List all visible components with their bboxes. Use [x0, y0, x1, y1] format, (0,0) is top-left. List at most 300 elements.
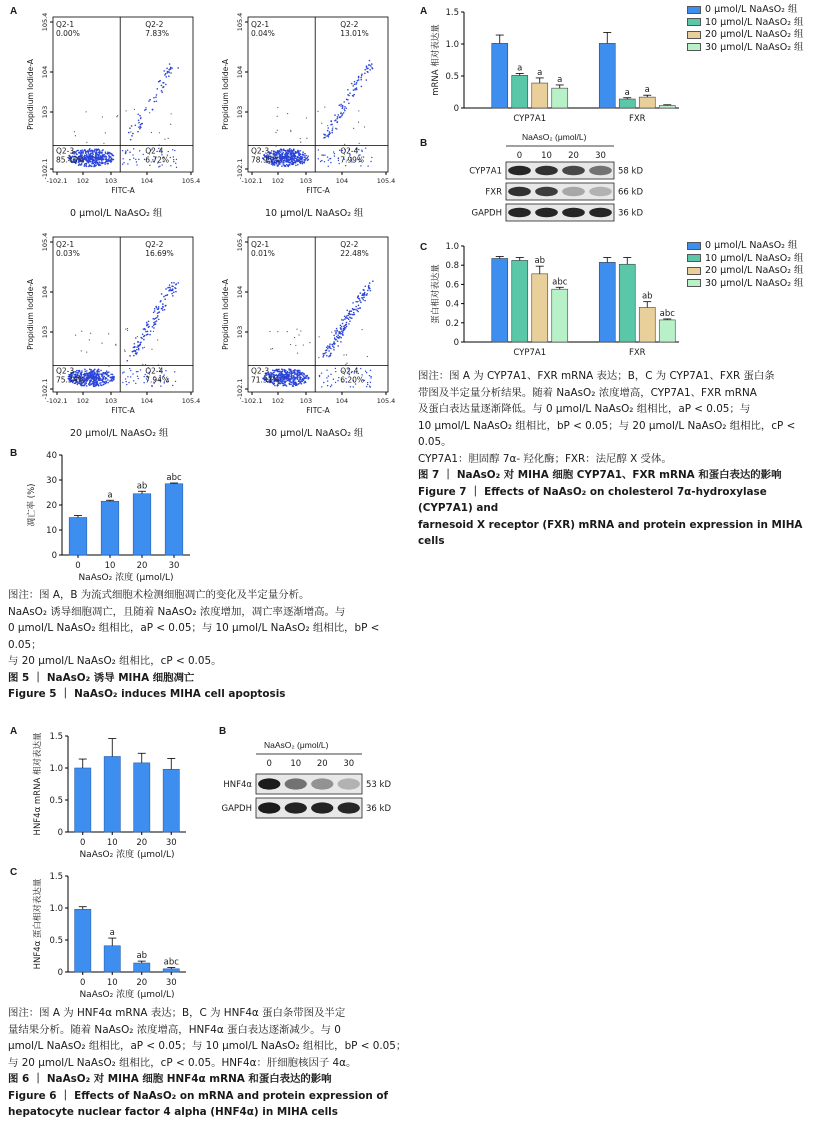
- event-dot: [81, 385, 83, 387]
- event-dot: [337, 380, 338, 381]
- event-dot: [338, 104, 340, 106]
- x-category-label: FXR: [628, 114, 646, 124]
- event-dot: [367, 67, 369, 69]
- event-dot: [91, 150, 93, 152]
- significance-label: a: [109, 928, 115, 939]
- bar: [532, 274, 548, 342]
- y-tick-label: 1.0: [49, 904, 63, 914]
- event-dot: [89, 148, 91, 150]
- event-dot: [287, 165, 289, 167]
- y-tick-label: 0.5: [49, 796, 63, 806]
- event-dot: [169, 63, 171, 65]
- event-dot: [171, 282, 173, 284]
- event-dot: [172, 385, 173, 386]
- event-dot: [295, 345, 296, 346]
- event-dot: [294, 379, 296, 381]
- fig6a-bar-chart: [20, 722, 205, 862]
- event-dot: [304, 153, 306, 155]
- significance-label: a: [644, 85, 650, 96]
- fig5-caption-line3: 0 μmol/L NaAsO₂ 组相比，aP < 0.05；与 10 μmol/L NaAsO₂ 组相比，bP < 0.05；: [8, 622, 380, 651]
- event-dot: [171, 113, 172, 114]
- bar: [639, 97, 655, 108]
- event-dot: [135, 383, 136, 384]
- event-dot: [168, 138, 169, 139]
- event-dot: [133, 148, 134, 149]
- event-dot: [99, 164, 101, 166]
- event-dot: [154, 308, 156, 310]
- quadrant-label: 85.45%: [56, 155, 85, 165]
- event-dot: [289, 151, 291, 153]
- event-dot: [272, 348, 273, 349]
- event-dot: [176, 167, 177, 168]
- event-dot: [101, 375, 103, 377]
- significance-label: a: [624, 87, 630, 98]
- event-dot: [143, 339, 145, 341]
- event-dot: [371, 67, 373, 69]
- event-dot: [282, 378, 284, 380]
- event-dot: [304, 156, 306, 158]
- event-dot: [340, 104, 342, 106]
- event-dot: [287, 154, 289, 156]
- event-dot: [370, 290, 372, 292]
- x-category-label: CYP7A1: [513, 348, 547, 358]
- event-dot: [335, 368, 336, 369]
- event-dot: [331, 344, 333, 346]
- event-dot: [355, 309, 357, 311]
- event-dot: [318, 158, 319, 159]
- event-dot: [327, 348, 329, 350]
- event-dot: [362, 299, 364, 301]
- event-dot: [358, 76, 360, 78]
- fig7-caption-line3: 及蛋白表达量逐渐降低。与 0 μmol/L NaAsO₂ 组相比，aP < 0.05；与: [418, 403, 751, 415]
- event-dot: [96, 373, 98, 375]
- flow-plot: [15, 12, 215, 197]
- legend-label: 10 μmol/L NaAsO₂ 组: [705, 252, 804, 264]
- event-dot: [324, 137, 326, 139]
- event-dot: [291, 161, 293, 163]
- event-dot: [303, 344, 304, 345]
- y-axis-label: Propidium Iodide-A: [221, 59, 230, 130]
- event-dot: [358, 305, 360, 307]
- event-dot: [299, 377, 301, 379]
- event-dot: [364, 126, 365, 127]
- event-dot: [107, 163, 109, 165]
- event-dot: [333, 379, 334, 380]
- significance-label: a: [517, 63, 523, 74]
- event-dot: [353, 128, 354, 129]
- event-dot: [175, 291, 177, 293]
- event-dot: [306, 375, 308, 377]
- event-dot: [366, 372, 367, 373]
- event-dot: [349, 316, 351, 318]
- event-dot: [308, 159, 310, 161]
- y-tick-label: 30: [46, 476, 57, 486]
- event-dot: [272, 370, 274, 372]
- event-dot: [285, 150, 287, 152]
- quadrant-label: 78.95%: [251, 155, 280, 165]
- event-dot: [88, 162, 90, 164]
- flow-plot-svg: [15, 12, 215, 197]
- event-dot: [331, 132, 333, 134]
- fig7-caption: [418, 368, 818, 550]
- event-dot: [361, 151, 362, 152]
- event-dot: [328, 350, 330, 352]
- event-dot: [127, 150, 128, 151]
- event-dot: [102, 381, 104, 383]
- event-dot: [176, 283, 178, 285]
- event-dot: [362, 329, 363, 330]
- x-tick-label: 104: [140, 177, 154, 185]
- event-dot: [352, 308, 354, 310]
- bar: [134, 763, 150, 832]
- event-dot: [298, 334, 299, 335]
- x-tick-label: 103: [104, 397, 118, 405]
- event-dot: [309, 342, 310, 343]
- event-dot: [138, 126, 140, 128]
- event-dot: [321, 372, 322, 373]
- event-dot: [123, 371, 124, 372]
- event-dot: [173, 282, 175, 284]
- event-dot: [279, 371, 281, 373]
- y-tick-label: 1.0: [445, 40, 459, 50]
- event-dot: [341, 319, 343, 321]
- x-tick-label: 105.4: [376, 177, 396, 185]
- bar: [532, 83, 548, 108]
- event-dot: [81, 350, 82, 351]
- legend-swatch: [687, 43, 701, 51]
- x-tick-label: 105.4: [376, 397, 396, 405]
- event-dot: [175, 163, 176, 164]
- blot-row-label: FXR: [485, 187, 502, 198]
- event-dot: [87, 151, 89, 153]
- event-dot: [97, 157, 99, 159]
- event-dot: [301, 156, 303, 158]
- event-dot: [167, 294, 169, 296]
- event-dot: [341, 115, 343, 117]
- event-dot: [111, 161, 113, 163]
- event-dot: [101, 343, 102, 344]
- event-dot: [275, 132, 276, 133]
- event-dot: [300, 381, 302, 383]
- x-tick-label: 103: [299, 177, 313, 185]
- event-dot: [102, 116, 103, 117]
- event-dot: [140, 117, 141, 118]
- bar: [659, 320, 675, 342]
- event-dot: [97, 370, 99, 372]
- y-tick-label: 103: [236, 105, 244, 119]
- event-dot: [168, 69, 170, 71]
- event-dot: [362, 297, 364, 299]
- event-dot: [95, 385, 97, 387]
- x-tick-label: -102.1: [46, 177, 68, 185]
- y-axis-label: Propidium Iodide-A: [26, 279, 35, 350]
- event-dot: [303, 373, 305, 375]
- event-dot: [101, 160, 103, 162]
- event-dot: [142, 333, 144, 335]
- blot-row-label: GAPDH: [471, 208, 502, 219]
- y-tick-label: 104: [236, 285, 244, 299]
- event-dot: [280, 162, 282, 164]
- event-dot: [122, 382, 123, 383]
- event-dot: [291, 149, 293, 151]
- fig6-western-blot: [218, 740, 391, 830]
- molecular-weight-label: 36 kD: [366, 804, 391, 814]
- event-dot: [331, 331, 332, 332]
- legend-label: 0 μmol/L NaAsO₂ 组: [705, 4, 798, 15]
- legend-entry: [687, 240, 804, 253]
- event-dot: [149, 99, 151, 101]
- y-tick-label: 0: [57, 828, 63, 838]
- event-dot: [134, 350, 136, 352]
- quadrant-label: 0.01%: [251, 249, 275, 258]
- event-dot: [139, 150, 140, 151]
- x-tick-label: 102: [76, 397, 90, 405]
- bar: [134, 963, 150, 972]
- event-dot: [345, 364, 346, 365]
- y-axis-label: 凋亡率 (%): [27, 483, 37, 527]
- event-dot: [137, 131, 139, 133]
- event-dot: [93, 382, 95, 384]
- event-dot: [324, 154, 325, 155]
- event-dot: [129, 159, 130, 160]
- event-dot: [162, 87, 164, 89]
- event-dot: [344, 327, 346, 329]
- event-dot: [136, 161, 137, 162]
- event-dot: [285, 384, 287, 386]
- event-dot: [323, 155, 324, 156]
- event-dot: [142, 364, 143, 365]
- fig5-panel-a-letter: A: [10, 6, 18, 17]
- bar: [104, 756, 120, 832]
- protein-band: [508, 208, 531, 218]
- event-dot: [292, 385, 294, 387]
- event-dot: [107, 382, 109, 384]
- event-dot: [138, 349, 140, 351]
- blot-row-label: HNF4α: [223, 780, 252, 790]
- event-dot: [281, 157, 283, 159]
- event-dot: [170, 157, 171, 158]
- event-dot: [317, 111, 318, 112]
- quadrant-label: Q2-1: [251, 240, 270, 249]
- bar: [69, 518, 87, 556]
- event-dot: [338, 114, 340, 116]
- event-dot: [340, 341, 342, 343]
- event-dot: [173, 161, 174, 162]
- x-category-label: FXR: [628, 348, 646, 358]
- event-dot: [307, 155, 309, 157]
- event-dot: [98, 371, 100, 373]
- event-dot: [304, 381, 306, 383]
- blot-svg: [218, 740, 391, 830]
- event-dot: [100, 382, 102, 384]
- event-dot: [106, 370, 108, 372]
- x-tick-label: 102: [76, 177, 90, 185]
- event-dot: [291, 375, 293, 377]
- event-dot: [145, 331, 147, 333]
- event-dot: [290, 369, 292, 371]
- event-dot: [110, 377, 112, 379]
- event-dot: [160, 385, 161, 386]
- event-dot: [133, 157, 134, 158]
- event-dot: [130, 376, 131, 377]
- event-dot: [299, 162, 301, 164]
- event-dot: [93, 156, 95, 158]
- event-dot: [352, 95, 354, 97]
- bar: [163, 969, 179, 972]
- event-dot: [271, 373, 273, 375]
- event-dot: [277, 116, 278, 117]
- event-dot: [172, 295, 174, 297]
- event-dot: [155, 100, 157, 102]
- event-dot: [106, 161, 108, 163]
- event-dot: [86, 373, 88, 375]
- y-tick-label: 20: [46, 501, 57, 511]
- event-dot: [370, 386, 371, 387]
- event-dot: [104, 163, 106, 165]
- event-dot: [99, 150, 101, 152]
- event-dot: [298, 380, 300, 382]
- event-dot: [370, 376, 371, 377]
- x-tick-label: 104: [335, 397, 349, 405]
- event-dot: [367, 356, 368, 357]
- fig7-western-blot: [418, 128, 678, 228]
- event-dot: [344, 144, 345, 145]
- event-dot: [308, 377, 310, 379]
- event-dot: [92, 159, 94, 161]
- event-dot: [108, 333, 109, 334]
- event-dot: [130, 370, 131, 371]
- lane-label: 30: [343, 759, 355, 769]
- event-dot: [361, 75, 363, 77]
- event-dot: [323, 382, 324, 383]
- event-dot: [153, 97, 155, 99]
- event-dot: [98, 375, 100, 377]
- event-dot: [288, 383, 290, 385]
- event-dot: [335, 382, 336, 383]
- event-dot: [346, 354, 347, 355]
- event-dot: [352, 302, 354, 304]
- fig7-title-en-1: Figure 7 ｜ Effects of NaAsO₂ on cholesterol 7α-hydroxylase (CYP7A1) and: [418, 485, 767, 514]
- protein-band: [535, 166, 558, 176]
- event-dot: [337, 345, 339, 347]
- event-dot: [305, 155, 307, 157]
- event-dot: [331, 348, 332, 349]
- event-dot: [98, 379, 100, 381]
- event-dot: [351, 317, 353, 319]
- event-dot: [137, 376, 138, 377]
- event-dot: [326, 347, 328, 349]
- fig6-panel-a-letter: A: [10, 726, 18, 737]
- protein-band: [562, 187, 585, 197]
- event-dot: [96, 379, 98, 381]
- event-dot: [305, 377, 307, 379]
- event-dot: [159, 165, 160, 166]
- event-dot: [326, 135, 328, 137]
- event-dot: [163, 82, 165, 84]
- event-dot: [113, 155, 115, 157]
- event-dot: [153, 331, 154, 332]
- event-dot: [283, 164, 285, 166]
- x-axis-label: NaAsO₂ 浓度 (μmol/L): [79, 850, 175, 860]
- x-tick-label: 104: [140, 397, 154, 405]
- event-dot: [269, 331, 270, 332]
- event-dot: [355, 83, 357, 85]
- y-tick-label: 105.4: [236, 12, 244, 32]
- event-dot: [285, 380, 287, 382]
- significance-label: a: [537, 67, 543, 78]
- legend-swatch: [687, 18, 701, 26]
- x-tick-label: 103: [104, 177, 118, 185]
- event-dot: [346, 326, 348, 328]
- event-dot: [126, 384, 127, 385]
- bar: [552, 289, 568, 342]
- bar: [659, 105, 675, 108]
- protein-band: [535, 208, 558, 218]
- legend-swatch: [687, 31, 701, 39]
- event-dot: [357, 80, 359, 82]
- event-dot: [168, 75, 170, 77]
- event-dot: [370, 382, 371, 383]
- event-dot: [91, 383, 93, 385]
- event-dot: [157, 315, 159, 317]
- event-dot: [138, 348, 140, 350]
- event-dot: [134, 343, 136, 345]
- event-dot: [357, 308, 359, 310]
- event-dot: [167, 72, 169, 74]
- bar: [619, 264, 635, 342]
- event-dot: [104, 373, 106, 375]
- event-dot: [319, 336, 320, 337]
- event-dot: [90, 377, 92, 379]
- event-dot: [153, 327, 155, 329]
- event-dot: [80, 153, 82, 155]
- blot6-header: NaAsO₂ (μmol/L): [264, 740, 329, 750]
- event-dot: [277, 107, 278, 108]
- event-dot: [293, 154, 295, 156]
- event-dot: [96, 381, 98, 383]
- event-dot: [122, 164, 123, 165]
- event-dot: [81, 331, 82, 332]
- event-dot: [104, 162, 106, 164]
- event-dot: [277, 369, 279, 371]
- event-dot: [334, 153, 335, 154]
- event-dot: [334, 114, 336, 116]
- lane-label: 30: [595, 151, 606, 161]
- event-dot: [333, 335, 335, 337]
- lane-label: 10: [541, 151, 552, 161]
- event-dot: [139, 344, 141, 346]
- event-dot: [84, 371, 86, 373]
- event-dot: [368, 285, 370, 287]
- event-dot: [369, 375, 370, 376]
- event-dot: [81, 370, 83, 372]
- y-tick-label: 105.4: [236, 232, 244, 252]
- event-dot: [165, 288, 167, 290]
- event-dot: [108, 371, 110, 373]
- event-dot: [359, 300, 361, 302]
- event-dot: [343, 329, 345, 331]
- event-dot: [76, 371, 78, 373]
- event-dot: [280, 373, 282, 375]
- fig7-title-en-2: farnesoid X receptor (FXR) mRNA and protein expression in MIHA cells: [418, 518, 803, 547]
- quadrant-label: Q2-3: [56, 146, 75, 156]
- event-dot: [140, 341, 142, 343]
- event-dot: [330, 386, 331, 387]
- event-dot: [90, 152, 92, 154]
- event-dot: [293, 376, 295, 378]
- event-dot: [367, 384, 368, 385]
- event-dot: [89, 339, 90, 340]
